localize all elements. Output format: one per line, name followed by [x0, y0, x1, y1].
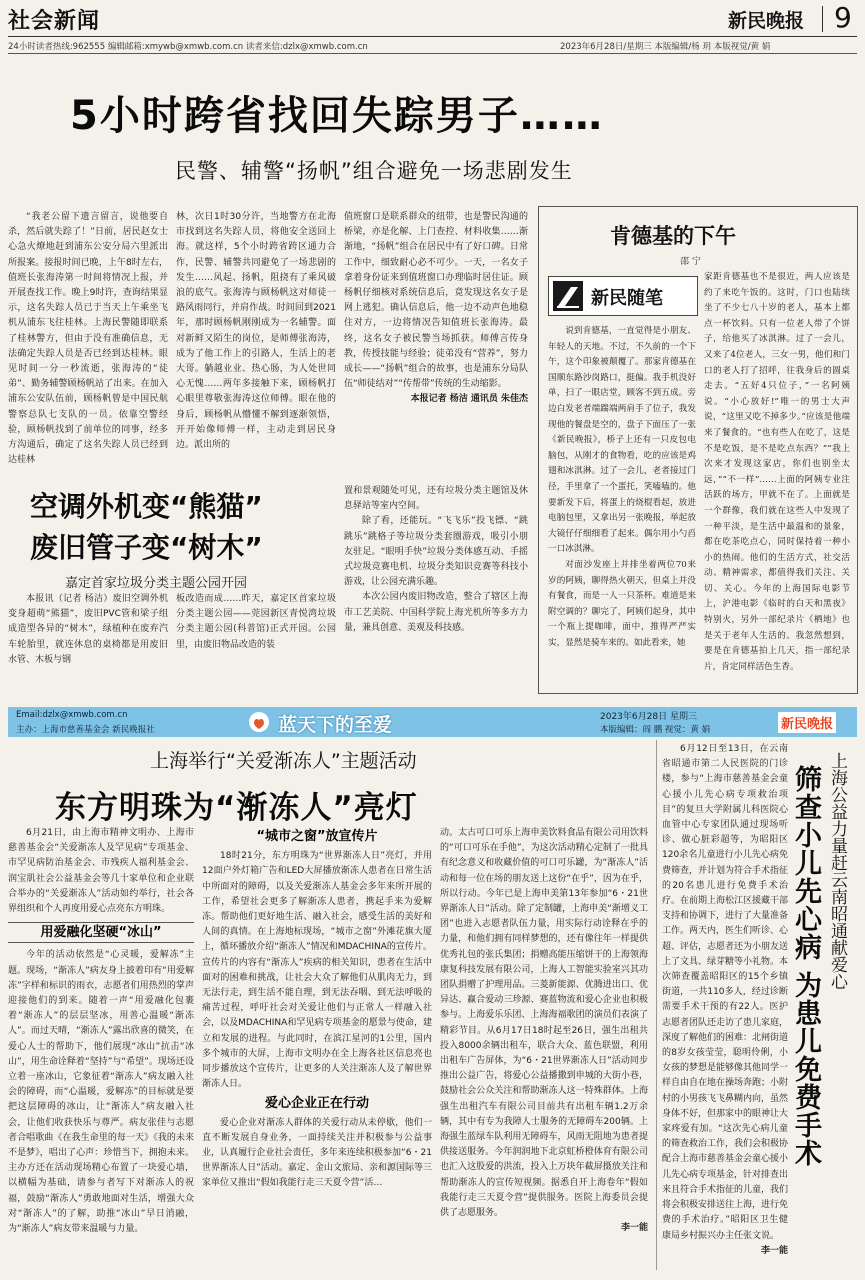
story3-column-3: 动。太古可口可乐上海申美饮料食品有限公司用饮料的“可口可乐在手他”，为这次活动精心定制了一批具有纪念意义和收藏价值的可口可乐罐，为“渐冻人”活动和每一位在场的朋友送上这份“在乎”，因为在乎，所以行动。今年已是上海申美第13年参加“6・21世界渐冻人日”活动。除了定制罐，上海申美“渐增义工团”也进入志愿者队伍力量，用实际行动诠释在乎的力量，和他们拥有同样梦想的，还有像往年一样提供优秀礼包的张氏集团；捐赠高能压缩饼干的上海领海康复科技发展有限公司，上海人工智能实验室兴其功团队捐赠了护理用品。三菱新能源、优腾进出口、优异达、赢合爱动三珍源、赛蓝物流和爱心企业也积极参与。上海爱乐乐团、上海海福歌团的演员们表演了精彩节目。从6月17日18时起至26日，强生出租共投入8000余辆出租车，联合大众、蓝色联盟，利用出租车广告屏体，为“6・21世界渐冻人日”活动同步推出公益广告，将爱心公益播撒到申城的大街小巷，鼓励社会公众关注和帮助渐冻人这一特殊群体。上海强生出租汽车有限公司目前共有出租车辆1.2万余辆，其中有专为我障人士服务的无障碍车200辆。上海强生蓝绿车队利用无障碍车，风雨无阻地为患者提供接送服务。今年润润地下北京虹桥橙体育有限公司也汇入这股爱的洪流，投入上万块年截屏摄放关注和帮助渐冻人的宣传短视频。据悉自开上海卷年“假如我能行走三天夏令营”提供服务。医院上海委员会提供了志愿服务。 李一能 [440, 826, 648, 1271]
story1-headline: 5小时跨省找回失踪男子…… [70, 93, 604, 139]
banner-host: 主办：上海市慈善基金会 新民晚报社 [16, 725, 155, 735]
story2-headline-1: 空调外机变“熊猫” [30, 490, 263, 523]
banner-title: 蓝天下的至爱 [278, 714, 393, 736]
essay-logo-text: 新民随笔 [591, 288, 663, 309]
section-title: 社会新闻 [8, 9, 101, 34]
story4-headline: 筛查小儿先心病 为患儿免费手术 [790, 765, 821, 1168]
story1-column-1: “我老公留下遗言留言，说他要自杀，然后就失踪了！”日前，居民赵女士心急火燎地赶到浦东公安分局六里派出所报案。接报时间已晚，上午8时左右，值班长张海涛第一时间将情况上报，并开展查找工作。晚上9时许，查询结果显示，这名失踪人员已于当天上午乘坐飞机从浦东飞往桂林。上海民警随即联系了桂林警方，但由于没有准确信息，无法确定失踪人员是否已经到达桂林。眼见时间一分一秒流逝，张海涛的“徒弟”、勤务辅警顾杨帆站了出来。在加入浦东公安队伍前，顾杨帆曾是中国民航警察总队七支队的一员。依靠空警经验，顾杨帆找到了前单位的同事，经多方沟通后，确定了这名失踪人员已经到达桂林 [8, 212, 168, 466]
paper-name: 新民晚报 [728, 10, 805, 32]
xinmin-essay-logo [548, 276, 698, 316]
hotline: 24小时读者热线:962555 编辑邮箱:xmywb@xmwb.com.cn 读者来信:dzlx@xmwb.com.cn [8, 42, 368, 52]
story3-subhead-3: 爱心企业正在行动 [264, 1096, 369, 1112]
story3-subhead-2: “城市之窗”放宣传片 [256, 829, 378, 844]
page-number: 9 [834, 1, 852, 34]
banner-email: Email:dzlx@xmwb.com.cn [16, 710, 128, 720]
essay-author: 邵 宁 [680, 257, 701, 267]
story1-column-3: 值班窗口是联系群众的纽带，也是警民沟通的桥梁，亦是化解、上门查控、材料收集……渐渐地，“扬帆”组合在居民中有了好口碑。日常工作中，细致耐心必不可少。一天，一名女子拿着身份证来到值班窗口办理临时居住证。顾杨帆仔细核对系统信息后，竟发现这名女子是网上逃犯。确认信息后，他一边不动声色地稳住对方，一边将情况告知值班长张海涛。最终，这名女子被民警当场抓获。师傅言传身教，传授技能与经验；徒弟没有“营养”，努力成长——“扬帆”组合的故事，也是浦东分局队伍“师徒结对”“传帮带”传统的生动缩影。 本报记者 杨洁 通讯员 朱佳杰 [344, 210, 528, 472]
banner-editors: 本版编辑：阎 鹏 视觉：黄 娟 [600, 725, 711, 735]
story3-subhead-1: 用爱融化坚硬“冰山” [8, 922, 194, 943]
essay-column-2: 家距肯德基也不是很近，两人应该是约了来吃午饭的。这时，门口也陆续坐了不少七八十岁的老人，基本上都点一杯饮料。只有一位老人带了个饼子，给他买了冰淇淋。过了一会儿，又来了4位老人，三女一男，他们和门口的老人打了招呼，往我身后的圆桌走去。“五好4只位子，”一名阿姨说。“小心放好!”唯一的男士大声说，“这里又吃不掉多少。”应该是他端来了餐食的。“也有些人在吃了，这是不是吃饭，是不是吃点东西？”“我上次来才发现这家店，你们也别坐太远，”“不一样”……上面的阿姨专业注活跃的场方，甲就不在了。上面就是一个群像，我们就在这些人中发现了一种平淡，是生活中最温和的景象，都在吃茶吃点心，同时保持着一种小小的热闹。他们的生活方式，社交活动、精神需求，都值得我们关注、关切、关心。今年的上海国际电影节上，沪港电影《临时的白天和黑夜》特别火，另外一部纪录片《栖地》也是关于老年人生活的。我忽然想到，要是在肯德基拍上几天，指一部纪录片，肯定同样活色生香。 [704, 272, 850, 672]
banner-paper-logo: 新民晚报 [778, 712, 836, 733]
story3-author: 李一能 [620, 1223, 648, 1234]
date-line: 2023年6月28日/星期三 本版编辑/杨 玥 本版视觉/黄 娟 [560, 42, 771, 52]
masthead [0, 0, 865, 54]
essay-column-1: 说到肯德基，一直觉得是小朋友、年轻人的天地。不过，不久前的一个下午，这个印象被颠覆了。那家肯德基在国顺东路沙岗路口，挺偏。我手机没好单，扫了一眼店堂，顾客不到五成。旁边白发老者端踹端两肩手了位子，我发现他的餐盘是空的，盘子下面压了一张《新民晚报》，桥子上还有一只皮包电脑包，从刚才的食物看，吃的应该是鸡翅和冰淇淋。过了一会儿，老者接过门径，手里拿了一个蛋托，笑嗑嗑的。他要新发下后，将蛋上的烧棍看起，放进电脑包里，又拿出另一张晚报，举起放大镜仔仔细细看了起来。偶尔用小勺舀一口冰淇淋。 对面沙发座上并排坐着两位70来岁的阿姨，聊得热火朝天，但桌上并没有餐食，而是一人一只茶杯。难道是来附空调的？聊完了，阿姨们起身，其中一个瓶上提咖啡，面中，推得严严实实，显然是骑车来的。如此看来，她 [548, 326, 696, 648]
story3-column-1: 6月21日，由上海市精神文明办、上海市慈善基金会“关爱渐冻人及罕见病”专项基金、市罕见病防治基金会、市残疾人福利基金会、润宝肌社会公益基金会等几十家单位和企业联合举办的“关爱渐冻人”活动如约举行，社会各界组织和个人再度用爱心点亮东方明珠。 用爱融化坚硬“冰山” 今年的活动依然是“心灵暖，爱解冻”主题。现场，“渐冻人”病友身上披着印有“用爱解冻”字样和标识的雨衣，志愿者们用热烈的掌声迎接他们的到来。随着一声“用爱融化包裹着“渐冻人”的层层坚冰，用善心温暖“渐冻人”。而过天晴，“渐冻人”露出欣喜的微笑，在爱心人士的帮助下，他们展现“冰山”抗击“冰山”，用生命诠释着“坚持”与“希望”。现场还设立着一座冰山，它象征着“渐冻人”病友融入社会的障碍，而“心温暖，爱解冻”的目标就是要把这层障碍的冰山，让“渐冻人”病友融入社会，让他们收获快乐与尊严。病友张佳与志愿者合唱歌曲《在我生命里的每一天》《我的未来不是梦》，唱出了心声：珍惜当下，拥抱未来。主办方还在活动现场精心布置了一块爱心墙，以横幅为基础，请参与者写下对渐冻人的祝福，鼓励“渐冻人”勇敢地面对生活，增强大众对“渐冻人”的了解，助推“冰山”早日消融，为“渐冻人”病友带来温暖与力量。 [8, 828, 194, 1235]
story4-kicker: 上海公益力量赶云南昭通献爱心 [827, 752, 847, 990]
story4-column: 6月12日至13日，在云南省昭通市第二人民医院的门诊楼，参与“上海市慈善基金会童心援小儿先心病专项救治项目”的复旦大学附属儿科医院心血管中心专家团队通过现场听诊、做心脏彩超等，为昭阳区120余名儿童进行小儿先心病免费筛查，并计划为符合手术指征的20名患儿进行免费手术治疗。在前期上海松江区援藏干部支持和协调下，进行了大量准备工作。两天内，医生们听诊、心超、评估，志愿者还为小朋友送上了文具、绿芽糖等小礼物。本次筛查覆盖昭阳区的15个乡镇街道，一共110多人，经过诊断需要手术干预的有22人。医护志愿者团队还走访了患儿家庭，深度了解他们的困难：北闸街道的8岁女孩莹莹，聪明伶俐，小女孩的梦想是能够像其他同学一样自由自在地在操场奔跑；小附村的小男孩飞飞鼻糊内向，虽然身体不好，但那家中的眼神让大家疼爱有加。“这次先心病儿童的筛查救治工作，我们会积极协配合上海市慈善基金会童心援小儿先心病专项基金，针对排查出来且符合手术指征的儿童，我们将会积极安排送往上海，进行免费的手术治疗。”昭阳区卫生健康局乡村振兴办主任张文说。 李一能 [662, 742, 788, 1270]
story3-kicker: 上海举行“关爱渐冻人”主题活动 [150, 750, 417, 772]
banner-date: 2023年6月28日 星期三 [600, 712, 697, 722]
charity-logo-icon [248, 711, 270, 733]
essay-title: 肯德基的下午 [610, 224, 736, 248]
story2-column-2: 板改造而成……昨天，嘉定区首家垃圾分类主题公园——莞园新区青悦湾垃圾分类主题公园(科普馆)正式开园。公园里，由废旧物品改造的装 [176, 594, 336, 650]
story2-headline-2: 废旧管子变“树木” [30, 531, 263, 564]
story3-column-2: “城市之窗”放宣传片 18时21分，东方明珠为“世界渐冻人日”亮灯，并用12面户外灯箱广告和LED大屏播放渐冻人患者在日常生活中所面对的障碍，以及关爱渐冻人基金会多年来所开展的工作，希望社会更多了解渐冻人患者，携起手来为爱解冻。帮助他们更好地生活、融入社会，感受生活的美好和人间的真情。在上海地标现场，“城市之窗”外滩花旗大厦上，循环播放介绍“渐冻人”情况和MDACHINA的宣传片。宣传片的内容有“渐冻人”疾病的相关知识，患者在生活中面对的困难和挑战，让社会大众了解他们从肌肉无力，到无法行走，到生活不能自理，到无法吞咽、到无法呼吸的痛苦过程，呼吁社会对关爱让他们与正常人一样融入社会，以及MDACHINA和罕见病专项基金的愿景与使命，建立和发展的进程。与此同时，在滨江星河的1公里，国内多个城市的大屏，上海市文明办在全上海各社区信息亮也同步播放这个宣传片，让更多的人关注渐冻人及了解世界渐冻人日。 爱心企业正在行动 爱心企业对渐冻人群体的关爱行动从未停歇，他们一直不断发展自身业务，一面持续关注并积极参与公益事业，认真履行企业社会责任，多年来连续积极参加“6・21世界渐冻人日”活动。嘉定、金山文旅局、亲和源国际等三家单位又推出“假如我能行走三天夏令营”活… [202, 829, 432, 1189]
story2-column-3: 置和景观随处可见，还有垃圾分类主题馆及休息驿站等室内空间。 除了看，还能玩。“飞飞乐”投飞镖、“跳跳乐”跳格子等垃圾分类套圈游戏，吸引小朋友驻足。“眼明手快”垃圾分类体感互动、手摇式垃圾竞赛电机、垃圾分类知识竞赛等科技小游戏，让公园充满乐趣。 本次公园内废旧物改造，整合了辖区上海市工艺美院、中国科学院上海光机所等多方力量，兼具创意、美观及科技感。 [344, 486, 528, 633]
story2-column-1: 本报讯（记者 杨洁）废旧空调外机变身超萌“熊猫”，废旧PVC管和梁子组成造型各异的“树木”，绿植种在废弃汽车轮胎里，就连休息的桌椅都是用废旧水管、木板与钢 [8, 594, 168, 665]
story1-byline: 本报记者 杨洁 通讯员 朱佳杰 [410, 394, 528, 405]
story1-subhead: 民警、辅警“扬帆”组合避免一场悲剧发生 [175, 159, 573, 183]
story1-column-2: 林，次日1时30分许，当地警方在北海市找到这名失踪人员，将他安全送回上海。就这样，5个小时跨省跨区通力合作，民警、辅警共同避免了一场悲剧的发生……风起、扬帆，阻挠有了乘风破浪的底气。张海涛与顾杨帆这对师徒一路风雨同行，并肩作战。时间回到2021年，那时顾杨帆刚刚成为一名辅警。面对新鲜又陌生的岗位，是师傅张海涛，成为了他工作上的引路人，生活上的老大哥。躺越业业、热心肠，为人处世同心无愧……两年多接触下来，顾杨帆打心眼里尊敬张海涛这位师傅。眼在他的身后，顾杨帆从懵懂不解到逐渐领悟，开开始像师傅一样，主动走到居民身边。派出所的 [176, 212, 336, 451]
story2-subhead: 嘉定首家垃圾分类主题公园开园 [65, 576, 248, 591]
pen-icon [553, 281, 583, 311]
story4-author: 李一能 [760, 1245, 788, 1256]
story3-headline: 东方明珠为“渐冻人”亮灯 [55, 790, 418, 826]
